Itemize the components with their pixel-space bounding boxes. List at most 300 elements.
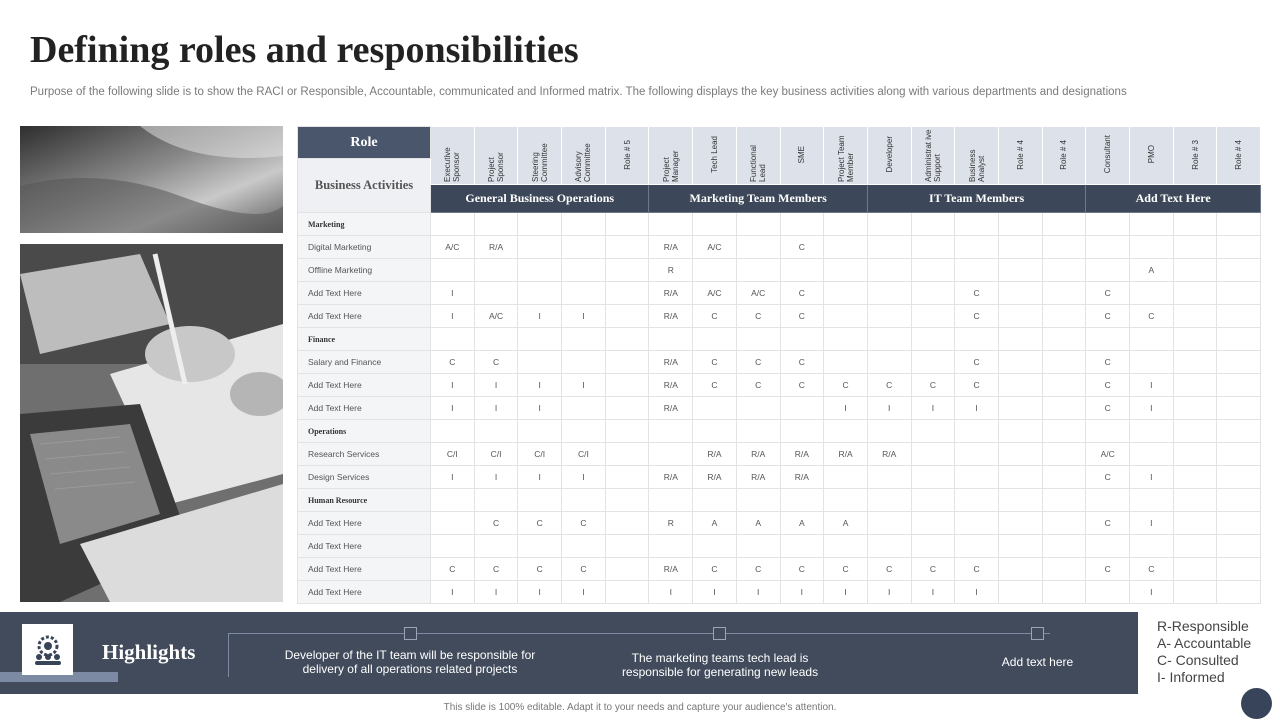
footer-note: This slide is 100% editable. Adapt it to your needs and capture your audience's attention. <box>443 702 837 713</box>
raci-cell <box>998 512 1042 535</box>
raci-cell <box>1042 282 1086 305</box>
raci-cell <box>998 535 1042 558</box>
raci-cell: A/C <box>474 305 518 328</box>
raci-cell <box>955 466 999 489</box>
photo-writing <box>20 244 283 602</box>
slide-nav-dot[interactable] <box>1241 688 1272 719</box>
raci-cell <box>1173 305 1217 328</box>
table-row <box>298 420 1261 443</box>
raci-cell <box>605 328 649 351</box>
role-column-header: Project Manager <box>649 127 693 185</box>
raci-cell <box>867 236 911 259</box>
raci-cell <box>518 213 562 236</box>
raci-cell: I <box>955 581 999 604</box>
raci-cell <box>1217 374 1261 397</box>
raci-cell <box>1042 397 1086 420</box>
raci-cell <box>562 328 606 351</box>
raci-cell: C/I <box>431 443 475 466</box>
raci-cell: R/A <box>780 466 824 489</box>
raci-cell <box>431 489 475 512</box>
raci-cell <box>1217 558 1261 581</box>
raci-cell: A/C <box>693 282 737 305</box>
raci-cell <box>605 581 649 604</box>
raci-cell <box>605 374 649 397</box>
raci-cell <box>1130 236 1174 259</box>
raci-cell <box>474 213 518 236</box>
raci-cell <box>1217 259 1261 282</box>
raci-cell <box>474 328 518 351</box>
raci-cell <box>1217 466 1261 489</box>
raci-cell: I <box>431 466 475 489</box>
raci-cell <box>1130 489 1174 512</box>
raci-cell: R/A <box>649 351 693 374</box>
raci-cell <box>780 420 824 443</box>
raci-cell <box>1042 581 1086 604</box>
raci-cell: C <box>1086 351 1130 374</box>
raci-cell: I <box>431 305 475 328</box>
raci-cell: I <box>824 397 868 420</box>
raci-cell: A <box>736 512 780 535</box>
table-row <box>298 466 1261 489</box>
raci-cell: R <box>649 259 693 282</box>
raci-cell <box>693 420 737 443</box>
raci-cell <box>649 420 693 443</box>
raci-cell <box>1042 420 1086 443</box>
role-column-header: Consultant <box>1086 127 1130 185</box>
raci-cell <box>824 489 868 512</box>
raci-cell <box>911 236 955 259</box>
raci-cell <box>1173 420 1217 443</box>
raci-cell: C <box>780 236 824 259</box>
activity-label: Add Text Here <box>298 282 431 305</box>
raci-cell <box>562 282 606 305</box>
raci-cell <box>605 443 649 466</box>
raci-cell <box>431 535 475 558</box>
raci-cell <box>824 282 868 305</box>
raci-cell <box>736 213 780 236</box>
raci-cell <box>1042 305 1086 328</box>
raci-cell <box>693 489 737 512</box>
raci-cell <box>824 328 868 351</box>
raci-cell: I <box>867 581 911 604</box>
raci-cell <box>693 397 737 420</box>
raci-cell <box>867 282 911 305</box>
raci-cell: C <box>736 351 780 374</box>
raci-cell: C/I <box>562 443 606 466</box>
raci-cell <box>1173 282 1217 305</box>
raci-cell <box>780 489 824 512</box>
raci-cell <box>911 420 955 443</box>
raci-cell <box>780 259 824 282</box>
table-row <box>298 351 1261 374</box>
activity-label: Add Text Here <box>298 535 431 558</box>
raci-cell: A <box>780 512 824 535</box>
raci-cell <box>998 236 1042 259</box>
raci-cell: C <box>431 558 475 581</box>
raci-cell <box>605 535 649 558</box>
raci-cell <box>1086 328 1130 351</box>
raci-cell <box>693 213 737 236</box>
raci-cell <box>955 213 999 236</box>
highlight-marker-3 <box>1031 627 1044 640</box>
role-column-header: Functional Lead <box>736 127 780 185</box>
raci-cell <box>867 259 911 282</box>
raci-cell <box>911 259 955 282</box>
raci-cell <box>649 213 693 236</box>
raci-cell <box>824 420 868 443</box>
raci-cell <box>824 259 868 282</box>
raci-cell: C <box>867 558 911 581</box>
raci-cell <box>998 351 1042 374</box>
raci-cell <box>1217 236 1261 259</box>
raci-cell <box>867 328 911 351</box>
raci-cell: I <box>431 282 475 305</box>
role-column-header: Business Analyst <box>955 127 999 185</box>
raci-cell <box>955 259 999 282</box>
raci-cell: I <box>518 305 562 328</box>
raci-cell: R/A <box>693 466 737 489</box>
raci-cell: I <box>431 374 475 397</box>
raci-cell <box>1130 535 1174 558</box>
raci-cell: C <box>1086 466 1130 489</box>
raci-cell: C <box>474 558 518 581</box>
raci-cell: C <box>824 558 868 581</box>
raci-cell <box>518 420 562 443</box>
raci-cell <box>1173 213 1217 236</box>
raci-cell <box>605 305 649 328</box>
section-label: Marketing <box>298 213 431 236</box>
raci-cell <box>1042 259 1086 282</box>
raci-cell: R/A <box>736 443 780 466</box>
raci-cell <box>911 489 955 512</box>
raci-cell: C <box>736 305 780 328</box>
raci-cell <box>998 374 1042 397</box>
table-row <box>298 489 1261 512</box>
raci-cell <box>998 305 1042 328</box>
raci-cell: I <box>1130 397 1174 420</box>
activity-label: Digital Marketing <box>298 236 431 259</box>
raci-cell <box>1173 259 1217 282</box>
raci-cell <box>605 236 649 259</box>
table-row <box>298 535 1261 558</box>
raci-cell: A <box>1130 259 1174 282</box>
raci-cell: R/A <box>649 466 693 489</box>
raci-cell: I <box>1130 466 1174 489</box>
role-group-header: IT Team Members <box>867 185 1085 213</box>
raci-cell <box>518 489 562 512</box>
raci-cell: C <box>1130 305 1174 328</box>
role-column-header: Role # 4 <box>1042 127 1086 185</box>
table-row <box>298 305 1261 328</box>
raci-cell <box>1130 351 1174 374</box>
raci-cell: C <box>693 374 737 397</box>
raci-cell: I <box>1130 581 1174 604</box>
raci-cell <box>518 282 562 305</box>
section-label: Human Resource <box>298 489 431 512</box>
activity-label: Add Text Here <box>298 512 431 535</box>
raci-cell: I <box>780 581 824 604</box>
raci-cell: I <box>474 581 518 604</box>
raci-cell <box>1130 443 1174 466</box>
raci-cell: C <box>955 374 999 397</box>
raci-cell: I <box>824 581 868 604</box>
raci-cell <box>605 558 649 581</box>
raci-cell: C/I <box>518 443 562 466</box>
raci-cell <box>867 213 911 236</box>
raci-cell <box>1042 236 1086 259</box>
raci-cell <box>649 489 693 512</box>
raci-cell: C <box>911 374 955 397</box>
raci-cell: I <box>955 397 999 420</box>
team-gear-icon <box>22 624 73 675</box>
raci-cell <box>955 535 999 558</box>
raci-cell <box>562 236 606 259</box>
raci-cell <box>605 420 649 443</box>
raci-cell: C <box>780 351 824 374</box>
raci-cell <box>1217 305 1261 328</box>
raci-cell <box>998 489 1042 512</box>
raci-cell <box>867 351 911 374</box>
raci-cell <box>824 305 868 328</box>
raci-cell <box>955 443 999 466</box>
raci-cell: R/A <box>736 466 780 489</box>
raci-cell: R/A <box>649 236 693 259</box>
raci-cell <box>605 466 649 489</box>
business-activities-header: Business Activities <box>298 159 431 213</box>
raci-cell: C <box>736 374 780 397</box>
raci-cell <box>431 259 475 282</box>
raci-cell: I <box>562 374 606 397</box>
raci-cell <box>1217 581 1261 604</box>
activity-label: Add Text Here <box>298 558 431 581</box>
raci-cell <box>1086 420 1130 443</box>
raci-cell: R/A <box>649 397 693 420</box>
role-column-header: Role # 3 <box>1173 127 1217 185</box>
role-column-header: Steering Committee <box>518 127 562 185</box>
raci-cell <box>1217 512 1261 535</box>
raci-cell: C <box>736 558 780 581</box>
raci-cell <box>1042 443 1086 466</box>
raci-cell: I <box>867 397 911 420</box>
raci-cell: I <box>1130 374 1174 397</box>
raci-cell <box>736 420 780 443</box>
raci-cell: C <box>1086 512 1130 535</box>
raci-cell <box>562 351 606 374</box>
raci-cell: A <box>693 512 737 535</box>
role-column-header: Role # 4 <box>998 127 1042 185</box>
raci-cell: C <box>955 558 999 581</box>
raci-cell: I <box>1130 512 1174 535</box>
table-row <box>298 581 1261 604</box>
raci-cell <box>998 443 1042 466</box>
raci-cell <box>1042 512 1086 535</box>
raci-cell <box>1173 328 1217 351</box>
raci-cell: R/A <box>474 236 518 259</box>
raci-cell <box>649 443 693 466</box>
raci-cell <box>605 282 649 305</box>
raci-cell <box>474 535 518 558</box>
raci-cell <box>1217 328 1261 351</box>
raci-cell <box>955 489 999 512</box>
table-row <box>298 397 1261 420</box>
raci-cell <box>1173 558 1217 581</box>
raci-cell <box>1173 374 1217 397</box>
raci-cell <box>955 420 999 443</box>
legend-responsible: R-Responsible <box>1157 618 1249 634</box>
raci-cell <box>1130 328 1174 351</box>
raci-cell <box>431 512 475 535</box>
raci-cell <box>780 328 824 351</box>
raci-cell: C <box>955 351 999 374</box>
raci-cell: C <box>562 512 606 535</box>
page-title: Defining roles and responsibilities <box>30 29 579 71</box>
raci-cell <box>605 351 649 374</box>
raci-cell: I <box>518 581 562 604</box>
activity-label: Add Text Here <box>298 374 431 397</box>
raci-cell <box>998 328 1042 351</box>
raci-cell <box>998 420 1042 443</box>
raci-cell <box>474 282 518 305</box>
raci-cell <box>1173 236 1217 259</box>
raci-cell: A/C <box>1086 443 1130 466</box>
role-column-header: Developer <box>867 127 911 185</box>
raci-cell: C <box>1130 558 1174 581</box>
raci-cell <box>562 535 606 558</box>
raci-cell: C <box>780 305 824 328</box>
raci-cell: I <box>649 581 693 604</box>
raci-cell <box>911 328 955 351</box>
table-row <box>298 512 1261 535</box>
raci-cell: R/A <box>693 443 737 466</box>
raci-cell: C <box>693 351 737 374</box>
page-subtitle: Purpose of the following slide is to show the RACI or Responsible, Accountable, communicated and Informed matrix. The following displays the key business activities along with various departments and designations <box>30 86 1127 98</box>
raci-cell <box>605 489 649 512</box>
raci-cell: C <box>518 512 562 535</box>
role-column-header: Project Sponsor <box>474 127 518 185</box>
table-row <box>298 236 1261 259</box>
raci-cell: R/A <box>824 443 868 466</box>
raci-cell <box>867 489 911 512</box>
raci-cell <box>911 512 955 535</box>
raci-cell <box>998 466 1042 489</box>
raci-cell <box>1217 397 1261 420</box>
raci-cell <box>1086 259 1130 282</box>
raci-cell <box>518 328 562 351</box>
activity-label: Add Text Here <box>298 305 431 328</box>
raci-cell <box>911 282 955 305</box>
raci-cell: C/I <box>474 443 518 466</box>
raci-cell <box>1086 581 1130 604</box>
raci-cell <box>911 535 955 558</box>
activity-label: Salary and Finance <box>298 351 431 374</box>
table-row <box>298 213 1261 236</box>
raci-cell <box>1173 443 1217 466</box>
raci-cell: I <box>431 581 475 604</box>
raci-cell <box>955 328 999 351</box>
raci-cell <box>911 443 955 466</box>
raci-cell <box>1042 466 1086 489</box>
highlight-item-1: Developer of the IT team will be responsible for delivery of all operations related projects <box>284 648 536 676</box>
activity-label: Add Text Here <box>298 397 431 420</box>
raci-cell <box>998 259 1042 282</box>
raci-cell <box>431 420 475 443</box>
raci-cell <box>736 397 780 420</box>
raci-cell <box>1217 489 1261 512</box>
raci-cell <box>605 259 649 282</box>
raci-cell <box>867 535 911 558</box>
photo-top <box>20 126 283 233</box>
raci-cell <box>518 236 562 259</box>
raci-cell <box>1173 466 1217 489</box>
raci-cell: R/A <box>649 374 693 397</box>
role-header: Role <box>298 127 431 159</box>
raci-cell <box>911 466 955 489</box>
raci-cell <box>824 535 868 558</box>
raci-cell: C <box>824 374 868 397</box>
raci-cell: R/A <box>649 282 693 305</box>
raci-cell <box>1130 420 1174 443</box>
raci-cell <box>824 466 868 489</box>
role-column-header: Tech Lead <box>693 127 737 185</box>
raci-cell <box>518 259 562 282</box>
raci-cell <box>780 213 824 236</box>
highlights-connector <box>228 633 229 677</box>
raci-cell: C <box>474 351 518 374</box>
role-group-header: Marketing Team Members <box>649 185 867 213</box>
role-group-header: General Business Operations <box>431 185 649 213</box>
raci-cell <box>1042 558 1086 581</box>
raci-cell <box>518 351 562 374</box>
raci-matrix <box>297 126 1261 604</box>
raci-cell: C <box>693 305 737 328</box>
raci-cell <box>1217 213 1261 236</box>
raci-cell: C <box>1086 558 1130 581</box>
raci-cell <box>1217 420 1261 443</box>
raci-cell: C <box>911 558 955 581</box>
raci-cell <box>824 236 868 259</box>
activity-label: Offline Marketing <box>298 259 431 282</box>
raci-cell <box>431 328 475 351</box>
raci-cell: I <box>474 466 518 489</box>
raci-cell <box>1130 213 1174 236</box>
raci-cell <box>911 305 955 328</box>
raci-cell: I <box>693 581 737 604</box>
table-row <box>298 328 1261 351</box>
role-column-header: SME <box>780 127 824 185</box>
raci-cell: C <box>518 558 562 581</box>
table-row <box>298 374 1261 397</box>
role-column-header: Project Team Member <box>824 127 868 185</box>
raci-cell: I <box>518 397 562 420</box>
raci-cell: I <box>911 581 955 604</box>
raci-cell <box>998 397 1042 420</box>
table-row <box>298 558 1261 581</box>
raci-cell <box>998 282 1042 305</box>
highlight-marker-2 <box>713 627 726 640</box>
raci-cell <box>1042 328 1086 351</box>
highlights-title: Highlights <box>102 640 196 664</box>
raci-legend <box>1157 618 1251 686</box>
section-label: Operations <box>298 420 431 443</box>
raci-cell <box>1086 236 1130 259</box>
raci-cell <box>736 535 780 558</box>
highlight-item-2: The marketing teams tech lead is responsible for generating new leads <box>621 651 819 679</box>
raci-cell <box>1173 351 1217 374</box>
raci-cell: A/C <box>693 236 737 259</box>
raci-cell: R/A <box>649 305 693 328</box>
raci-cell: A <box>824 512 868 535</box>
activity-label: Research Services <box>298 443 431 466</box>
